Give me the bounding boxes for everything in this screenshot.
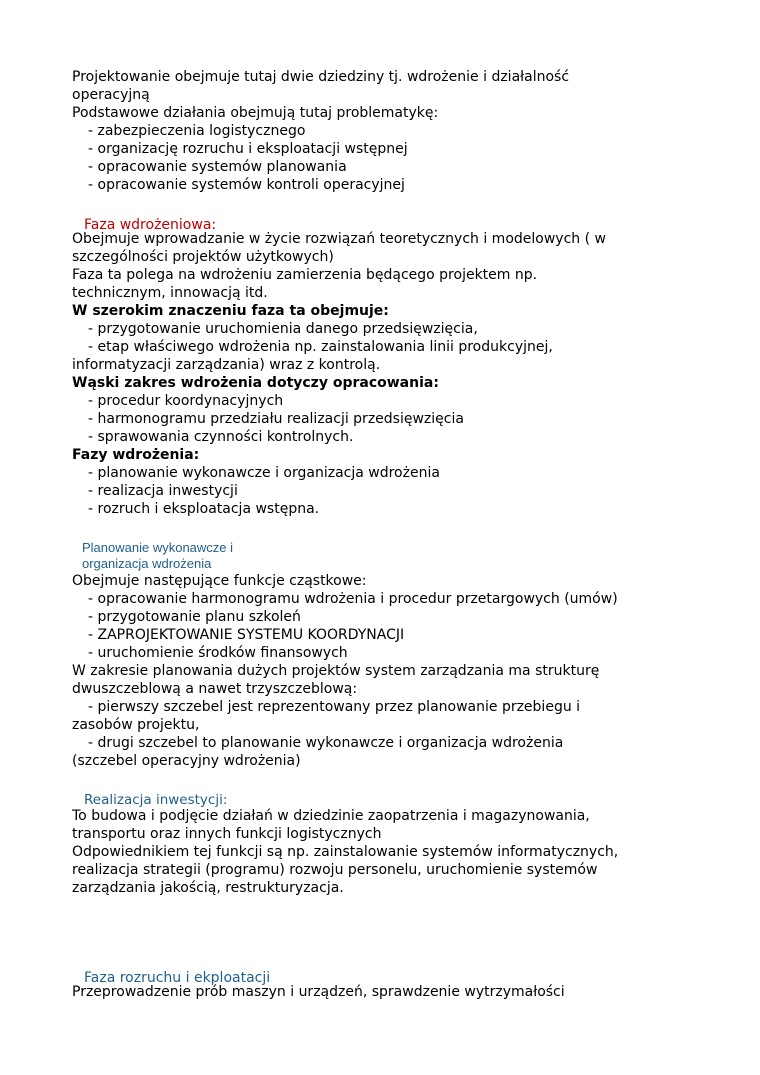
list-item: - etap właściwego wdrożenia np. zainstalowania linii produkcyjnej, <box>88 339 553 355</box>
list-item: - realizacja inwestycji <box>88 483 238 499</box>
subheading-phases: Fazy wdrożenia: <box>72 447 200 463</box>
section-heading-planowanie <box>72 540 712 572</box>
subheading-wide-scope: W szerokim znaczeniu faza ta obejmuje: <box>72 303 389 319</box>
list-item: - opracowanie harmonogramu wdrożenia i procedur przetargowych (umów) <box>88 591 618 607</box>
list-item: - planowanie wykonawcze i organizacja wdrożenia <box>88 465 440 481</box>
list-item: - przygotowanie uruchomienia danego przedsięwzięcia, <box>88 321 478 337</box>
list-item: - organizację rozruchu i eksploatacji wstępnej <box>88 141 408 157</box>
section-heading-realizacja: Realizacja inwestycji: <box>84 792 228 808</box>
list-item: - zabezpieczenia logistycznego <box>88 123 306 139</box>
paragraph-line: realizacja strategii (programu) rozwoju personelu, uruchomienie systemów <box>72 862 598 878</box>
paragraph-line: Odpowiednikiem tej funkcji są np. zainstalowanie systemów informatycznych, <box>72 844 619 860</box>
list-item: - ZAPROJEKTOWANIE SYSTEMU KOORDYNACJI <box>88 627 405 643</box>
list-item: - drugi szczebel to planowanie wykonawcze i organizacja wdrożenia <box>88 735 564 751</box>
list-item: - opracowanie systemów kontroli operacyjnej <box>88 177 405 193</box>
list-item-continuation: (szczebel operacyjny wdrożenia) <box>72 753 301 769</box>
intro-line: Projektowanie obejmuje tutaj dwie dziedziny tj. wdrożenie i działalność <box>72 69 570 85</box>
paragraph-line: To budowa i podjęcie działań w dziedzinie zaopatrzenia i magazynowania, <box>72 808 590 824</box>
paragraph-line: technicznym, innowacją itd. <box>72 285 268 301</box>
paragraph-line: Obejmuje następujące funkcje cząstkowe: <box>72 573 367 589</box>
list-item: - przygotowanie planu szkoleń <box>88 609 301 625</box>
list-item: - procedur koordynacyjnych <box>88 393 284 409</box>
paragraph-line: zarządzania jakością, restrukturyzacja. <box>72 880 344 896</box>
paragraph-line: dwuszczeblową a nawet trzyszczeblową: <box>72 681 358 697</box>
paragraph-line: Faza ta polega na wdrożeniu zamierzenia będącego projektem np. <box>72 267 538 283</box>
section-heading-rozruch: Faza rozruchu i ekploatacji <box>84 970 271 986</box>
list-item-continuation: zasobów projektu, <box>72 717 200 733</box>
list-item-continuation: informatyzacji zarządzania) wraz z kontrolą. <box>72 357 381 373</box>
section-heading-faza-wdrozeniowa: Faza wdrożeniowa: <box>84 217 217 233</box>
paragraph-line: Obejmuje wprowadzanie w życie rozwiązań teoretycznych i modelowych ( w <box>72 231 606 247</box>
list-item: - pierwszy szczebel jest reprezentowany przez planowanie przebiegu i <box>88 699 581 715</box>
list-item: - sprawowania czynności kontrolnych. <box>88 429 354 445</box>
paragraph-line: szczególności projektów użytkowych) <box>72 249 334 265</box>
section-heading-line: Planowanie wykonawcze i <box>82 540 234 555</box>
intro-line: operacyjną <box>72 87 150 103</box>
intro-line: Podstawowe działania obejmują tutaj problematykę: <box>72 105 439 121</box>
paragraph-line: transportu oraz innych funkcji logistycznych <box>72 826 382 842</box>
list-item: - opracowanie systemów planowania <box>88 159 347 175</box>
list-item: - rozruch i eksploatacja wstępna. <box>88 501 320 517</box>
paragraph-line: Przeprowadzenie prób maszyn i urządzeń, sprawdzenie wytrzymałości <box>72 984 565 1000</box>
intro-list <box>72 122 712 194</box>
document-page <box>72 68 712 1001</box>
section-heading-line: organizacja wdrożenia <box>82 556 212 571</box>
paragraph-line: W zakresie planowania dużych projektów system zarządzania ma strukturę <box>72 663 600 679</box>
list-item: - uruchomienie środków finansowych <box>88 645 348 661</box>
subheading-narrow-scope: Wąski zakres wdrożenia dotyczy opracowania: <box>72 375 439 391</box>
list-item: - harmonogramu przedziału realizacji przedsięwzięcia <box>88 411 464 427</box>
